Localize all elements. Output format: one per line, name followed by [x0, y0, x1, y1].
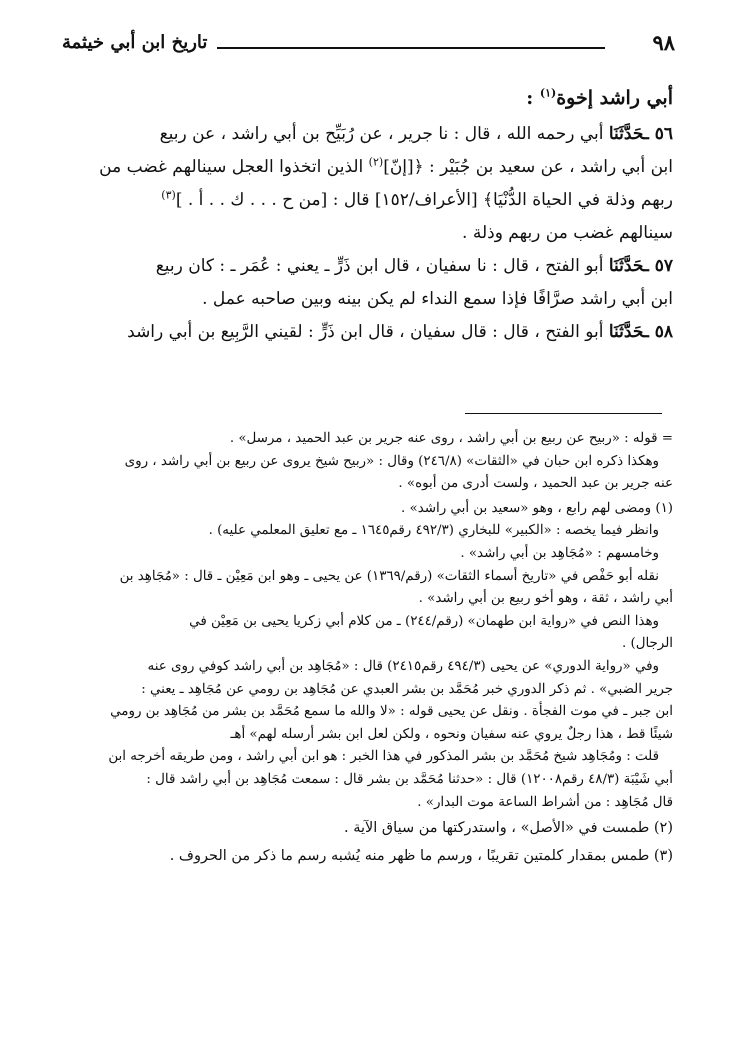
- line-text: ابن أبي راشد ، عن سعيد بن جُبَيْر : ﴿[إنّ]: [383, 157, 673, 177]
- footnote-line: شيئًا قط ، هذا رجلٌ يروي عنه سفيان ونحوه ، ولكن لعل ابن بشر أرسله لهم» أهـ: [230, 726, 673, 742]
- footnote-ref: (٣): [161, 188, 176, 202]
- footnote-line: = قوله : «ربيح عن ربيع بن أبي راشد ، روى عنه جرير بن عبد الحميد ، مرسل» .: [229, 431, 673, 446]
- footnote-ref: (١): [539, 86, 557, 100]
- text-line: [62, 184, 673, 217]
- page-header: [62, 30, 675, 62]
- footnote-line: جرير الضبي» . ثم ذكر الدوري خبر مُحَمَّد بن بشر العبدي عن مُجَاهِد بن رومي عن مُجَاهِد ـ يعني :: [141, 681, 673, 697]
- heading-text: أبي راشد إخوة: [556, 87, 673, 109]
- footnote-line: الرجال) .: [621, 636, 673, 652]
- footnote-line: نقله أبو حَفْص في «تاريخ أسماء الثقات» (رقم/١٣٦٩) عن يحيى ـ وهو ابن مَعِيْن ـ قال : «مُجَاهِد بن: [119, 568, 659, 584]
- footnote-line: قلت : ومُجَاهِد شيخ مُحَمَّد بن بشر المذكور في هذا الخبر : هو ابن أبي راشد ، ومن طريقه أخرجه ابن: [108, 749, 659, 765]
- hadith-58: [62, 316, 673, 349]
- text-line: [62, 151, 673, 184]
- hadith-57: [62, 250, 673, 316]
- running-title: تاريخ ابن أبي خيثمة: [62, 32, 208, 53]
- text-line: [62, 250, 673, 283]
- footnote-line: أبي شَيْبَة (٤٨/٣ رقم١٢٠٠٨) قال : «حدثنا مُحَمَّد بن بشر قال : سمعت مُجَاهِد بن أبي راشد قال :: [146, 771, 673, 787]
- header-rule: [217, 47, 605, 49]
- footnote-line: وهكذا ذكره ابن حبان في «الثقات» (٢٤٦/٨) وقال : «ربيح شيخ يروى عن ربيع بن أبي راشد ، روى: [124, 453, 659, 469]
- hadith-number: ٥٦ ـ: [643, 124, 673, 144]
- line-text: أبي رحمه الله ، قال : نا جرير ، عن رُبَيِّح بن أبي راشد ، عن ربيع: [159, 124, 604, 144]
- footnote-separator: [465, 413, 662, 414]
- footnote-line: (٣) طمس بمقدار كلمتين تقريبًا ، ورسم ما ظهر منه يُشبه رسم ما ذكر من الحروف .: [169, 848, 673, 865]
- line-text: أبو الفتح ، قال : نا سفيان ، قال ابن ذَرٍّ ـ يعني : عُمَر ـ : كان ربيع: [155, 256, 604, 276]
- text-line: [62, 316, 673, 349]
- footnote-line: وانظر فيما يخصه : «الكبير» للبخاري (٤٩٢/٣ رقم١٦٤٥ ـ مع تعليق المعلمي عليه) .: [208, 523, 659, 539]
- line-text: أبو الفتح ، قال : قال سفيان ، قال ابن ذَرٍّ : لقيني الرَّبِيع بن أبي راشد: [127, 322, 604, 342]
- page-number: ٩٨: [652, 30, 675, 55]
- haddathana-word: حَدَّثَنَا: [608, 124, 644, 144]
- line-text: الذين اتخذوا العجل سينالهم غضب من: [99, 157, 364, 177]
- footnote-line: (١) ومضى لهم رابع ، وهو «سعيد بن أبي راشد» .: [401, 500, 673, 516]
- heading-colon: :: [526, 87, 534, 109]
- footnote-ref: (٢): [368, 155, 384, 169]
- text-line: ابن أبي راشد صرَّافًا فإذا سمع النداء لم يكن بينه وبين صاحبه عمل .: [202, 289, 673, 309]
- footnote-line: أبي راشد ، ثقة ، وهو أخو ربيع بن أبي راشد» .: [418, 591, 673, 607]
- footnotes: [62, 428, 673, 870]
- footnote-line: ابن جبر ـ في موت الفجأة . ونقل عن يحيى قوله : «لا والله ما سمع مُحَمَّد بن بشر من مُجَاهِد بن رومي: [110, 704, 673, 720]
- footnote-line: وفي «رواية الدوري» عن يحيى (٤٩٤/٣ رقم٢٤١٥) قال : «مُجَاهِد بن أبي راشد كوفي روى عنه: [147, 658, 659, 674]
- hadith-56: [62, 118, 673, 250]
- footnote-line: وهذا النص في «رواية ابن طهمان» (رقم/٢٤٤) ـ من كلام أبي زكريا يحيى بن مَعِيْن في: [189, 613, 659, 629]
- footnote-line: وخامسهم : «مُجَاهِد بن أبي راشد» .: [460, 545, 659, 561]
- haddathana-word: حَدَّثَنَا: [608, 256, 644, 276]
- section-heading: [62, 78, 673, 118]
- footnote-line: (٢) طمست في «الأصل» ، واستدركتها من سياق الآية .: [344, 820, 673, 837]
- footnote-line: عنه جرير بن عبد الحميد ، ولست أدرى من أبوه» .: [398, 476, 673, 492]
- hadith-number: ٥٨ ـ: [643, 322, 673, 342]
- line-text: ربهم وذلة في الحياة الدُّنْيَا﴾ [الأعراف/١٥٢] قال : [من ح . . . ك . . أ . ]: [175, 190, 673, 210]
- haddathana-word: حَدَّثَنَا: [608, 322, 644, 342]
- footnote-line: قال مُجَاهِد : من أشراط الساعة موت البدار» .: [417, 794, 673, 810]
- main-text: [62, 78, 673, 349]
- text-line: [62, 118, 673, 151]
- text-line: سينالهم غضب من ربهم وذلة .: [462, 223, 673, 243]
- hadith-number: ٥٧ ـ: [643, 256, 673, 276]
